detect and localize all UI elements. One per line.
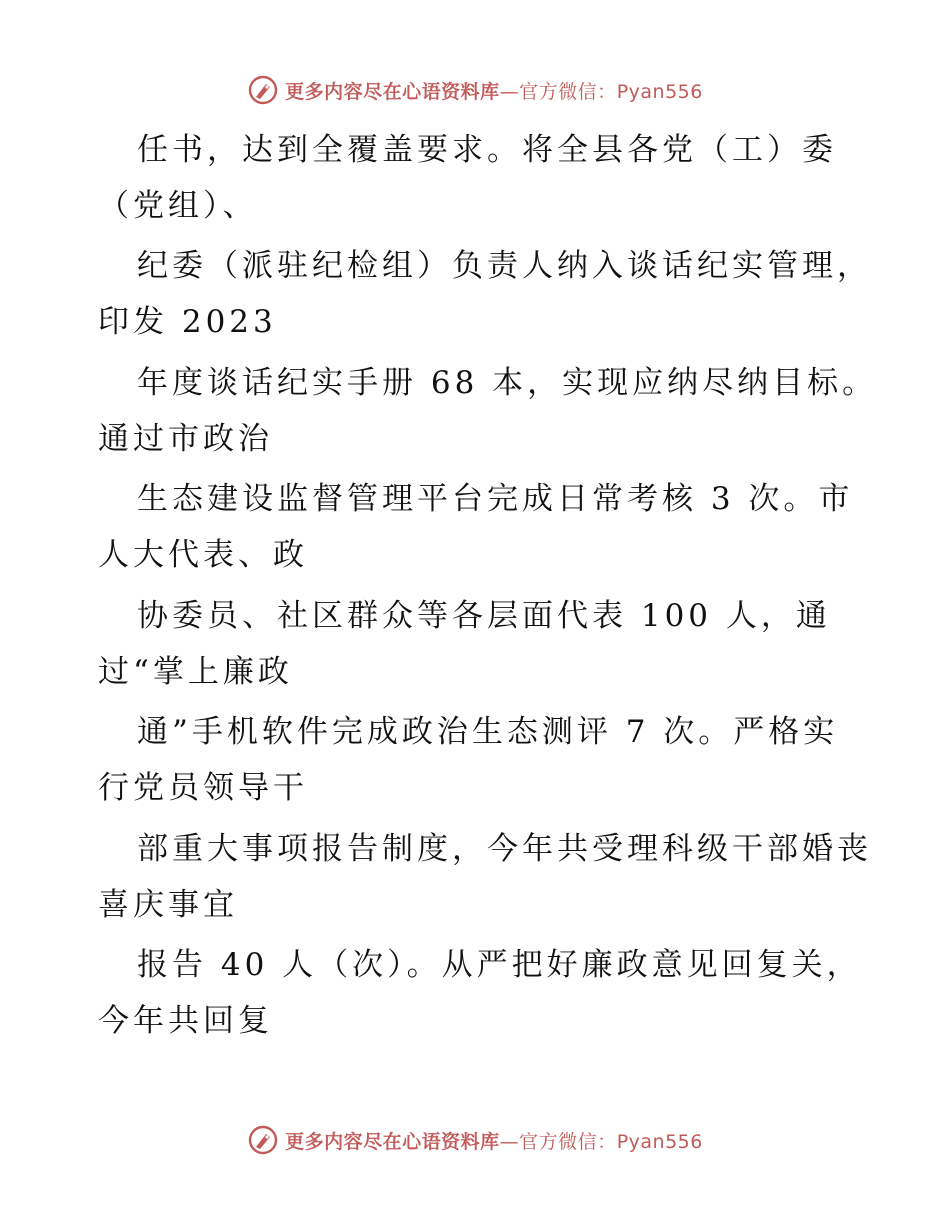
text-line: 任书，达到全覆盖要求。将全县各党（工）委 xyxy=(137,132,837,168)
footer-watermark-dash: — xyxy=(499,1130,520,1153)
text-line: 人大代表、政 xyxy=(98,537,308,573)
footer-watermark-text xyxy=(285,1127,703,1154)
text-line: 协委员、社区群众等各层面代表 100 人，通 xyxy=(137,598,831,634)
footer-watermark xyxy=(0,1120,950,1160)
text-line: 生态建设监督管理平台完成日常考核 3 次。市 xyxy=(137,481,854,517)
header-watermark-dash: — xyxy=(499,80,520,103)
text-line: 今年共回复 xyxy=(98,1003,273,1039)
text-line: 纪委（派驻纪检组）负责人纳入谈话纪实管理， xyxy=(137,248,872,284)
text-line: 喜庆事宜 xyxy=(98,887,238,923)
footer-watermark-wechat-id: Pyan556 xyxy=(616,1130,703,1153)
text-line: 行党员领导干 xyxy=(98,770,308,806)
header-watermark-title: 更多内容尽在心语资料库 xyxy=(285,80,500,103)
text-line: 印发 2023 xyxy=(98,304,277,340)
pen-nib-circle-icon xyxy=(247,74,279,106)
header-watermark-text xyxy=(285,77,703,104)
text-line: 过“掌上廉政 xyxy=(98,654,293,690)
header-watermark-wechat-id: Pyan556 xyxy=(616,80,703,103)
text-line: 报告 40 人（次）。从严把好廉政意见回复关， xyxy=(137,947,862,983)
header-watermark xyxy=(0,70,950,110)
header-watermark-wechat-label: 官方微信： xyxy=(519,80,617,103)
text-line: （党组）、 xyxy=(98,188,258,224)
footer-watermark-wechat-label: 官方微信： xyxy=(519,1130,617,1153)
pen-nib-circle-icon xyxy=(247,1124,279,1156)
footer-watermark-title: 更多内容尽在心语资料库 xyxy=(285,1130,500,1153)
text-line: 部重大事项报告制度，今年共受理科级干部婚丧 xyxy=(137,831,872,867)
text-line: 通过市政治 xyxy=(98,421,273,457)
text-line: 通”手机软件完成政治生态测评 7 次。严格实 xyxy=(137,714,839,750)
text-line: 年度谈话纪实手册 68 本，实现应纳尽纳目标。 xyxy=(137,365,878,401)
